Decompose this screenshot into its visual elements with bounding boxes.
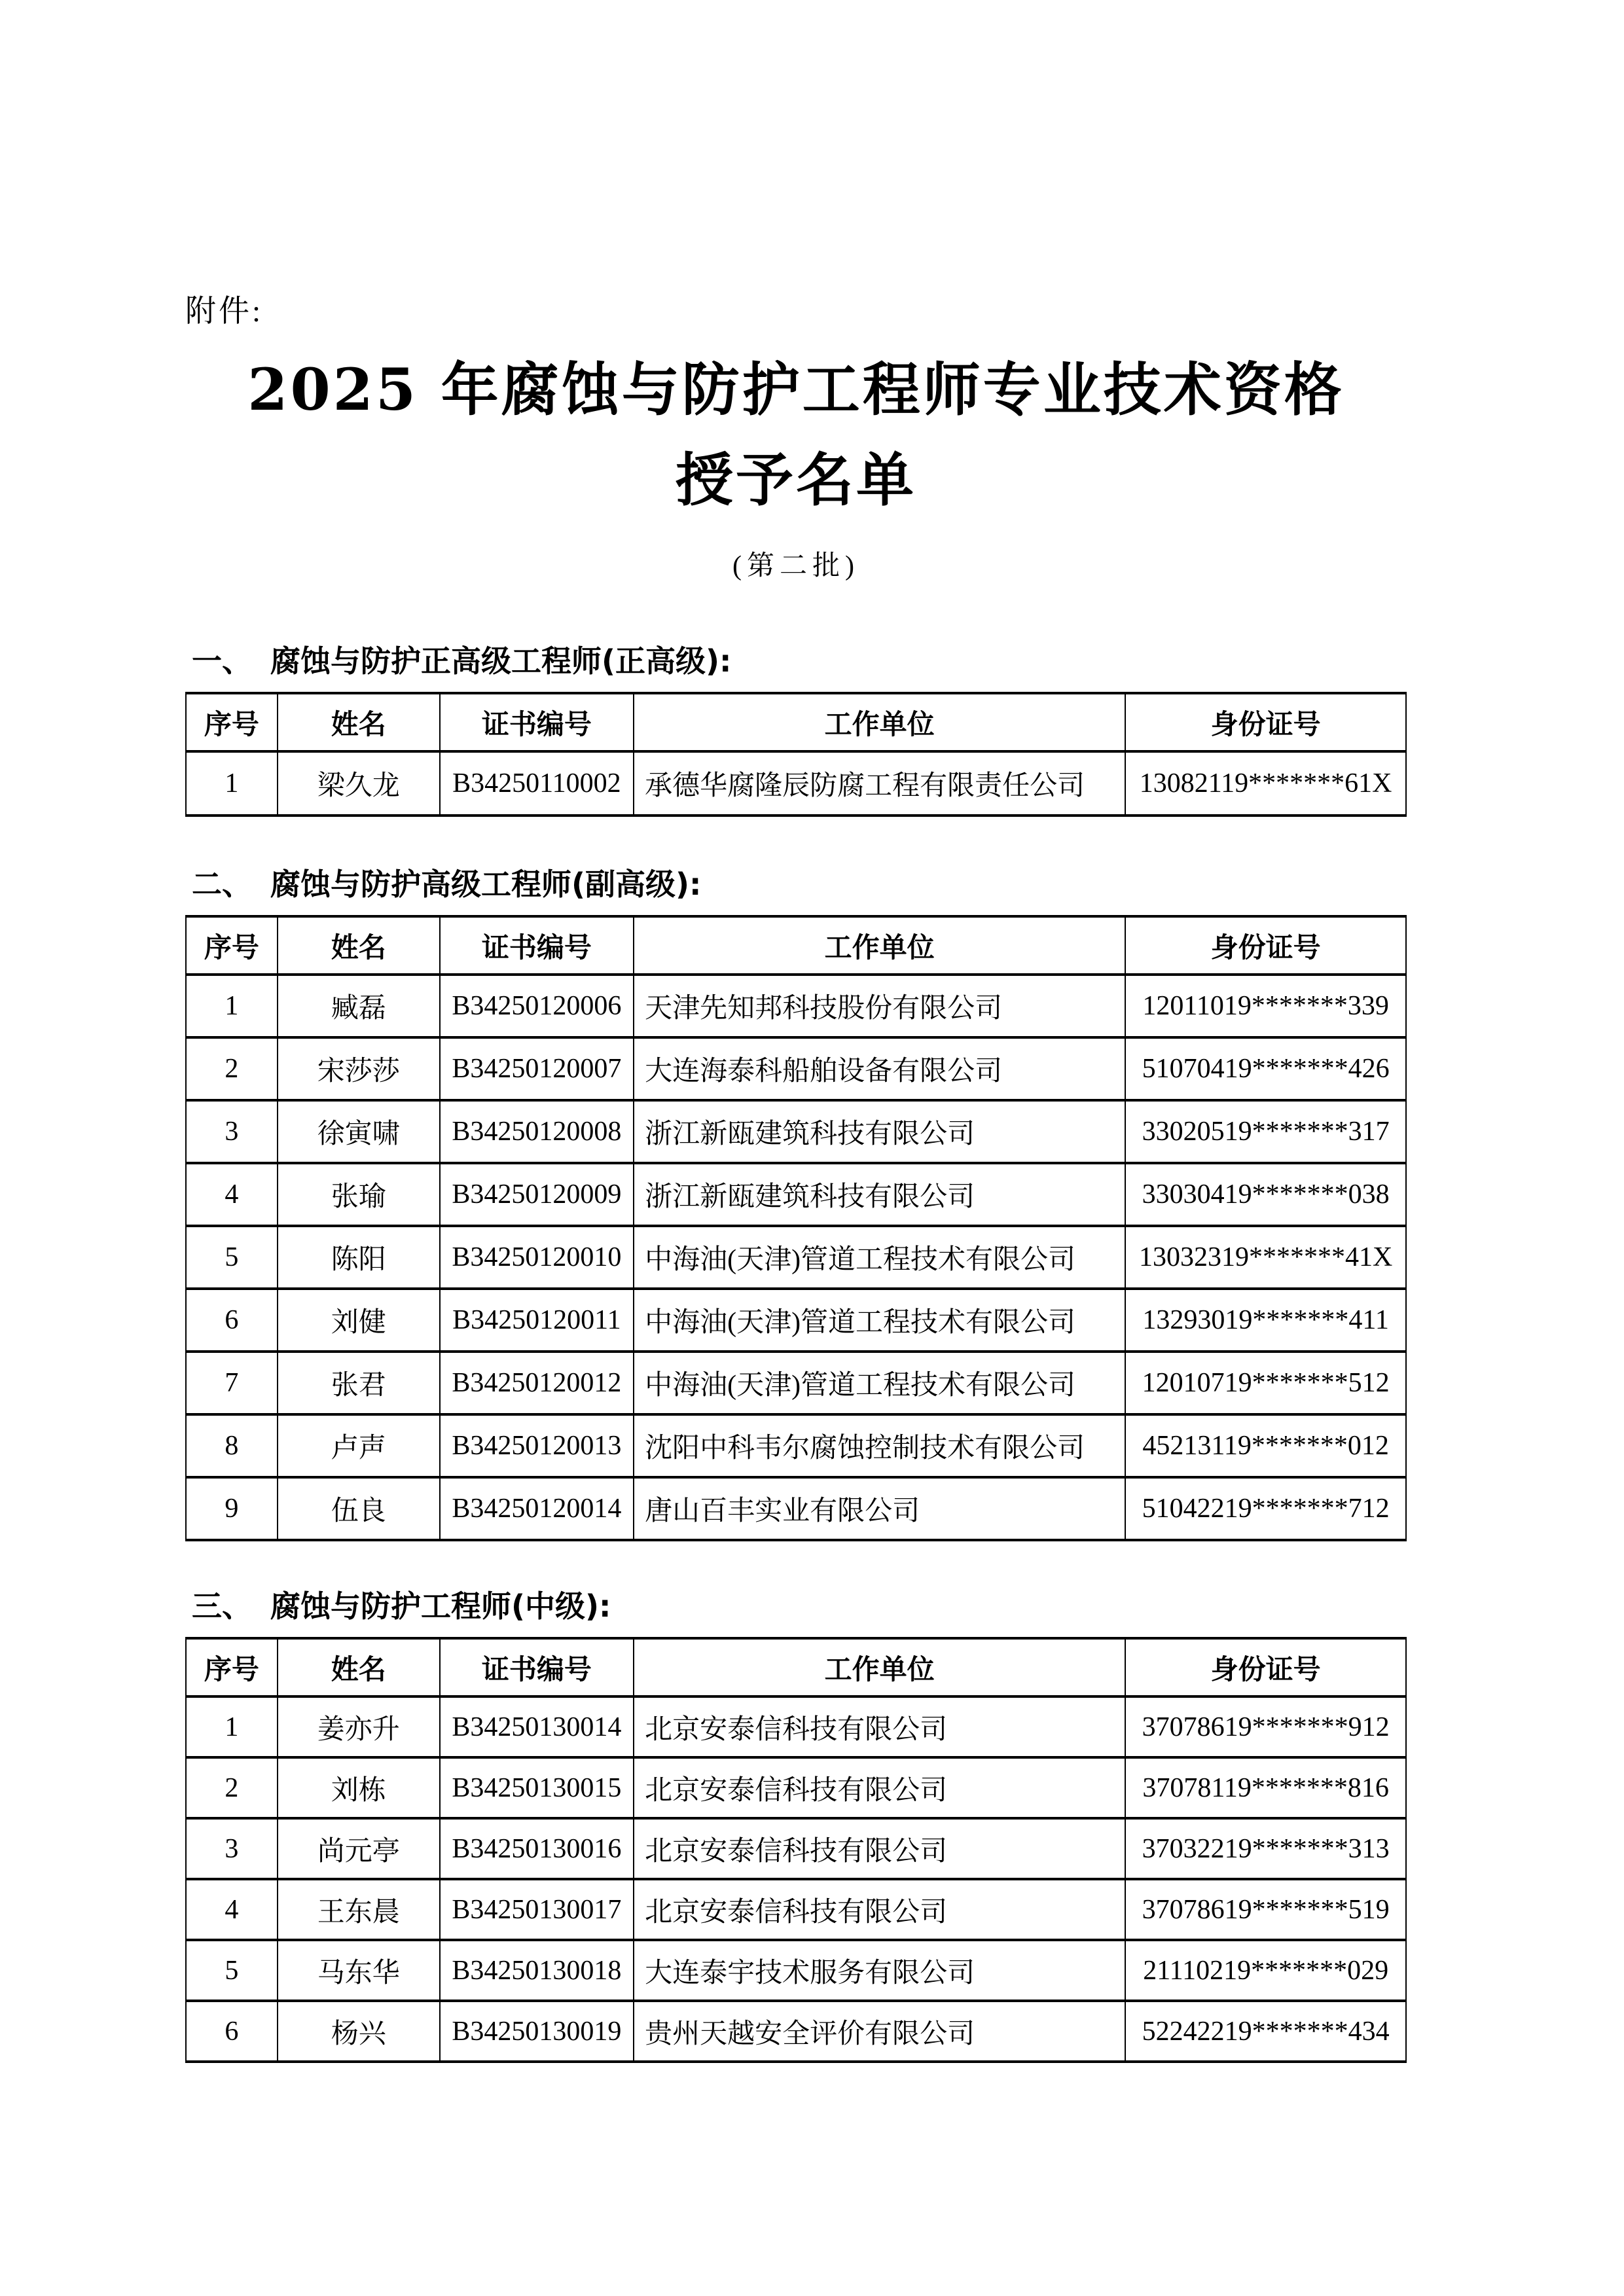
cell-cert-number: B34250120010 [440,1226,634,1289]
cell-serial: 3 [186,1100,278,1163]
qualification-section-1 [185,643,1407,817]
cell-company: 大连海泰科船舶设备有限公司 [634,1037,1125,1100]
cell-company: 浙江新瓯建筑科技有限公司 [634,1100,1125,1163]
cell-cert-number: B34250130019 [440,2001,634,2062]
cell-id-number: 51042219*******712 [1125,1477,1406,1540]
column-header-cert-number: 证书编号 [440,693,634,751]
column-header-id-number: 身份证号 [1125,1638,1406,1696]
cell-serial: 4 [186,1879,278,1940]
cell-company: 中海油(天津)管道工程技术有限公司 [634,1226,1125,1289]
cell-id-number: 37078119*******816 [1125,1757,1406,1818]
cell-company: 北京安泰信科技有限公司 [634,1696,1125,1757]
document-title-line2: 授予名单 [675,446,916,514]
table-row [186,751,1406,816]
column-header-company: 工作单位 [634,916,1125,975]
table-row [186,1818,1406,1879]
table-row [186,1414,1406,1477]
qualification-section-2 [185,869,1407,1541]
table-row [186,1757,1406,1818]
cell-serial: 1 [186,751,278,816]
cell-cert-number: B34250120014 [440,1477,634,1540]
cell-cert-number: B34250120009 [440,1163,634,1226]
cell-serial: 4 [186,1163,278,1226]
cell-name: 徐寅啸 [278,1100,440,1163]
cell-cert-number: B34250130016 [440,1818,634,1879]
section-number: 二、 [192,867,252,902]
roster-table [185,915,1407,1541]
column-header-name: 姓名 [278,916,440,975]
cell-name: 陈阳 [278,1226,440,1289]
table-row [186,1477,1406,1540]
cell-id-number: 33020519*******317 [1125,1100,1406,1163]
table-row [186,1163,1406,1226]
cell-name: 臧磊 [278,975,440,1037]
cell-id-number: 37078619*******519 [1125,1879,1406,1940]
cell-cert-number: B34250130014 [440,1696,634,1757]
cell-id-number: 13082119*******61X [1125,751,1406,816]
section-heading [185,1588,1407,1624]
column-header-name: 姓名 [278,1638,440,1696]
section-number: 一、 [192,643,252,679]
cell-cert-number: B34250120011 [440,1289,634,1352]
cell-name: 刘栋 [278,1757,440,1818]
cell-cert-number: B34250120008 [440,1100,634,1163]
table-row [186,1940,1406,2001]
cell-name: 张君 [278,1352,440,1414]
column-header-cert-number: 证书编号 [440,1638,634,1696]
section-heading-text: 腐蚀与防护正高级工程师(正高级): [270,643,732,679]
cell-company: 沈阳中科韦尔腐蚀控制技术有限公司 [634,1414,1125,1477]
cell-company: 浙江新瓯建筑科技有限公司 [634,1163,1125,1226]
header-row [186,916,1406,975]
cell-id-number: 51070419*******426 [1125,1037,1406,1100]
cell-cert-number: B34250120013 [440,1414,634,1477]
cell-serial: 1 [186,975,278,1037]
cell-name: 刘健 [278,1289,440,1352]
cell-serial: 5 [186,1226,278,1289]
column-header-cert-number: 证书编号 [440,916,634,975]
cell-name: 张瑜 [278,1163,440,1226]
cell-serial: 3 [186,1818,278,1879]
roster-table [185,1637,1407,2063]
column-header-id-number: 身份证号 [1125,916,1406,975]
cell-company: 北京安泰信科技有限公司 [634,1879,1125,1940]
section-heading-text: 腐蚀与防护高级工程师(副高级): [270,867,702,902]
cell-serial: 6 [186,1289,278,1352]
document-title-line1: 2025 年腐蚀与防护工程师专业技术资格 [247,355,1344,423]
cell-id-number: 21110219*******029 [1125,1940,1406,2001]
attachment-label: 附件: [185,295,264,329]
cell-cert-number: B34250120012 [440,1352,634,1414]
cell-name: 梁久龙 [278,751,440,816]
cell-company: 北京安泰信科技有限公司 [634,1818,1125,1879]
table-row [186,975,1406,1037]
sections-container [185,643,1407,2063]
cell-id-number: 52242219*******434 [1125,2001,1406,2062]
cell-company: 承德华腐隆辰防腐工程有限责任公司 [634,751,1125,816]
section-heading [185,643,1407,679]
column-header-company: 工作单位 [634,1638,1125,1696]
cell-id-number: 12011019*******339 [1125,975,1406,1037]
table-row [186,1289,1406,1352]
cell-id-number: 33030419*******038 [1125,1163,1406,1226]
section-number: 三、 [192,1588,252,1624]
cell-name: 宋莎莎 [278,1037,440,1100]
cell-name: 尚元亭 [278,1818,440,1879]
cell-serial: 7 [186,1352,278,1414]
cell-id-number: 13293019*******411 [1125,1289,1406,1352]
table-row [186,2001,1406,2062]
qualification-section-3 [185,1588,1407,2063]
cell-name: 杨兴 [278,2001,440,2062]
cell-cert-number: B34250130017 [440,1879,634,1940]
table-row [186,1696,1406,1757]
cell-company: 天津先知邦科技股份有限公司 [634,975,1125,1037]
column-header-company: 工作单位 [634,693,1125,751]
cell-id-number: 13032319*******41X [1125,1226,1406,1289]
cell-cert-number: B34250130015 [440,1757,634,1818]
cell-serial: 6 [186,2001,278,2062]
section-heading-text: 腐蚀与防护工程师(中级): [270,1588,611,1624]
table-row [186,1352,1406,1414]
column-header-id-number: 身份证号 [1125,693,1406,751]
cell-serial: 2 [186,1037,278,1100]
header-row [186,1638,1406,1696]
table-row [186,1879,1406,1940]
cell-id-number: 37078619*******912 [1125,1696,1406,1757]
batch-note: (第二批) [732,551,859,581]
table-row [186,1100,1406,1163]
cell-name: 伍良 [278,1477,440,1540]
column-header-name: 姓名 [278,693,440,751]
cell-id-number: 45213119*******012 [1125,1414,1406,1477]
column-header-serial: 序号 [186,1638,278,1696]
column-header-serial: 序号 [186,693,278,751]
cell-serial: 2 [186,1757,278,1818]
cell-cert-number: B34250120006 [440,975,634,1037]
cell-name: 马东华 [278,1940,440,2001]
section-heading [185,867,1407,902]
cell-company: 唐山百丰实业有限公司 [634,1477,1125,1540]
header-row [186,693,1406,751]
cell-id-number: 37032219*******313 [1125,1818,1406,1879]
cell-name: 姜亦升 [278,1696,440,1757]
column-header-serial: 序号 [186,916,278,975]
table-row [186,1226,1406,1289]
cell-id-number: 12010719*******512 [1125,1352,1406,1414]
cell-company: 大连泰宇技术服务有限公司 [634,1940,1125,2001]
cell-company: 中海油(天津)管道工程技术有限公司 [634,1352,1125,1414]
cell-name: 王东晨 [278,1879,440,1940]
cell-serial: 5 [186,1940,278,2001]
cell-cert-number: B34250110002 [440,751,634,816]
cell-company: 北京安泰信科技有限公司 [634,1757,1125,1818]
cell-company: 贵州天越安全评价有限公司 [634,2001,1125,2062]
cell-name: 卢声 [278,1414,440,1477]
roster-table [185,692,1407,817]
cell-company: 中海油(天津)管道工程技术有限公司 [634,1289,1125,1352]
cell-cert-number: B34250130018 [440,1940,634,2001]
cell-serial: 8 [186,1414,278,1477]
cell-serial: 1 [186,1696,278,1757]
table-row [186,1037,1406,1100]
cell-cert-number: B34250120007 [440,1037,634,1100]
cell-serial: 9 [186,1477,278,1540]
